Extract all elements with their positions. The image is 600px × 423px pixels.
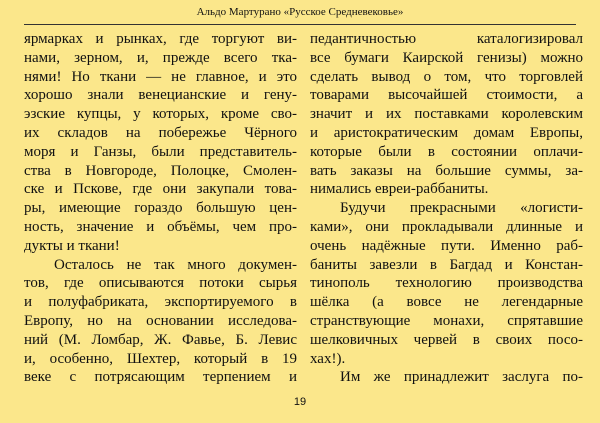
text-line: Будучи прекрасными «логисти- — [340, 200, 583, 217]
text-line: педантичностью каталогизировал — [310, 31, 583, 47]
text-line: нимались евреи-раббаниты. — [310, 181, 489, 198]
text-line: Осталось не так много докумен- — [54, 256, 297, 273]
text-line: ний (М. Ломбар, Ж. Фавье, Б. Левис — [24, 331, 297, 348]
text-line: хах!). — [310, 350, 346, 367]
text-line: странствующие монахи, спрятавшие — [310, 312, 583, 329]
text-line: эзские купцы, у которых, кроме сво- — [24, 106, 297, 123]
text-line: которые были в состоянии оплачи- — [310, 143, 583, 160]
text-line: тов, где описываются потоки сырья — [24, 275, 297, 292]
page-number: 19 — [293, 396, 307, 408]
text-line: моря и Ганзы, были представитель- — [24, 143, 297, 160]
text-line: ность, значение и объёмы, чем про- — [24, 218, 297, 235]
text-line: сделать вывод о том, что торговлей — [310, 68, 583, 85]
running-header: Альдо Мартурано «Русское Средневековье» — [196, 6, 404, 18]
text-line: очень надёжные пути. Именно раб- — [310, 237, 583, 254]
text-line: все бумаги Каирской генизы) можно — [310, 49, 583, 66]
text-line: ярмарках и рынках, где торгуют ви- — [24, 31, 297, 47]
text-line: шёлка (а вовсе не легендарные — [310, 294, 583, 311]
left-column — [24, 30, 297, 387]
text-line: ками», они прокладывали длинные и — [310, 218, 583, 235]
text-line: нами, зерном, и, прежде всего тка- — [24, 49, 297, 66]
text-line: их складов на побережье Чёрного — [24, 124, 297, 141]
text-line: тинополь технологию производства — [310, 275, 583, 292]
text-line: баниты завезли в Багдад и Констан- — [310, 256, 583, 273]
text-line: хорошо знали венецианские и гену- — [24, 87, 297, 104]
text-line: и аристократическим домам Европы, — [310, 124, 583, 141]
text-line: шелковичных червей в своих посо- — [310, 331, 583, 348]
text-line: ры, имеющие гораздо большую цен- — [24, 200, 297, 217]
text-line: нями! Но ткани — не главное, и это — [24, 68, 297, 85]
text-line: и полуфабриката, экспортируемого в — [24, 294, 297, 311]
text-line: ске и Пскове, где они закупали това- — [24, 181, 297, 198]
text-line: и, особенно, Шехтер, который в 19 — [24, 350, 297, 367]
right-column — [310, 30, 583, 387]
text-line: значит и их поставками королевским — [310, 106, 583, 123]
text-line: Им же принадлежит заслуга по- — [340, 369, 583, 386]
text-line: вать заказы на большие суммы, за- — [310, 162, 583, 179]
text-line: дукты и ткани! — [24, 237, 120, 254]
text-line: веке с потрясающим терпением и — [24, 369, 297, 386]
text-line: Европу, но на основании исследова- — [24, 312, 297, 329]
text-line: ства в Новгороде, Полоцке, Смолен- — [24, 162, 297, 179]
text-line: товарами высочайшей стоимости, а — [310, 87, 583, 104]
header-rule — [24, 24, 576, 25]
